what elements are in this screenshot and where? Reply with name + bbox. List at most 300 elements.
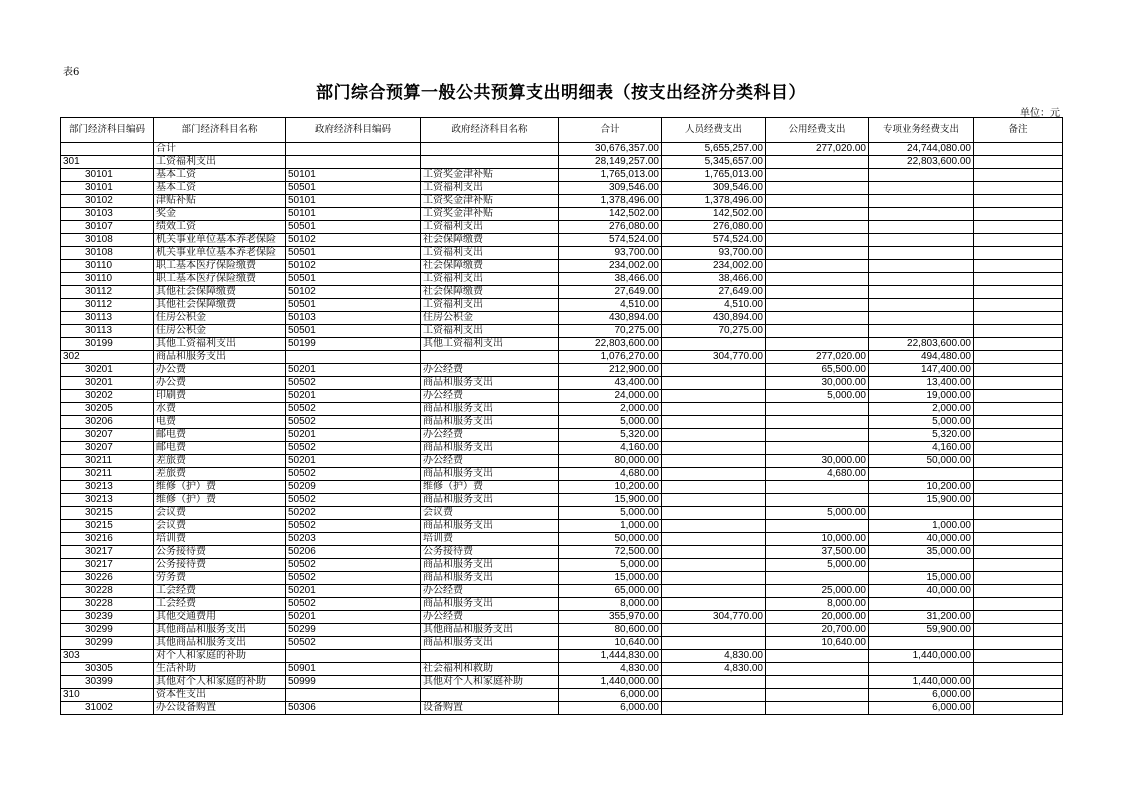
personnel-cell: 276,080.00	[662, 221, 766, 234]
dept-name-cell: 其他交通费用	[154, 611, 286, 624]
dept-name-cell: 邮电费	[154, 429, 286, 442]
personnel-cell	[662, 338, 766, 351]
table-row	[61, 481, 1063, 494]
gov-name-cell: 商品和服务支出	[421, 416, 559, 429]
dept-name-cell: 对个人和家庭的补助	[154, 650, 286, 663]
personnel-cell: 4,830.00	[662, 650, 766, 663]
personnel-cell: 38,466.00	[662, 273, 766, 286]
table-body	[61, 143, 1063, 715]
special-cell: 59,900.00	[869, 624, 974, 637]
remark-cell	[974, 260, 1063, 273]
special-cell: 13,400.00	[869, 377, 974, 390]
special-cell	[869, 299, 974, 312]
gov-code-cell: 50201	[286, 429, 421, 442]
special-cell: 1,440,000.00	[869, 650, 974, 663]
gov-name-cell: 办公经费	[421, 585, 559, 598]
dept-code-cell: 30110	[61, 273, 154, 286]
dept-name-cell: 电费	[154, 416, 286, 429]
total-cell: 142,502.00	[559, 208, 662, 221]
header-public: 公用经费支出	[766, 118, 869, 143]
gov-name-cell: 维修（护）费	[421, 481, 559, 494]
gov-name-cell: 工资福利支出	[421, 247, 559, 260]
table-row	[61, 390, 1063, 403]
table-row	[61, 169, 1063, 182]
special-cell	[869, 273, 974, 286]
table-row	[61, 325, 1063, 338]
gov-name-cell: 培训费	[421, 533, 559, 546]
special-cell: 19,000.00	[869, 390, 974, 403]
special-cell: 5,000.00	[869, 416, 974, 429]
special-cell: 1,440,000.00	[869, 676, 974, 689]
special-cell	[869, 221, 974, 234]
remark-cell	[974, 377, 1063, 390]
table-row	[61, 195, 1063, 208]
dept-code-cell: 30228	[61, 585, 154, 598]
gov-code-cell: 50502	[286, 442, 421, 455]
remark-cell	[974, 481, 1063, 494]
table-row	[61, 299, 1063, 312]
dept-name-cell: 基本工资	[154, 169, 286, 182]
gov-code-cell: 50201	[286, 585, 421, 598]
table-row	[61, 689, 1063, 702]
gov-name-cell: 商品和服务支出	[421, 637, 559, 650]
public-cell	[766, 676, 869, 689]
gov-name-cell: 工资福利支出	[421, 299, 559, 312]
gov-code-cell: 50502	[286, 520, 421, 533]
dept-code-cell: 30113	[61, 325, 154, 338]
public-cell	[766, 195, 869, 208]
table-row	[61, 455, 1063, 468]
public-cell: 5,000.00	[766, 507, 869, 520]
gov-name-cell: 商品和服务支出	[421, 598, 559, 611]
personnel-cell	[662, 468, 766, 481]
total-cell: 80,600.00	[559, 624, 662, 637]
gov-code-cell: 50101	[286, 169, 421, 182]
dept-code-cell: 30112	[61, 299, 154, 312]
remark-cell	[974, 156, 1063, 169]
table-row	[61, 598, 1063, 611]
gov-name-cell: 工资奖金津补贴	[421, 169, 559, 182]
gov-name-cell: 办公经费	[421, 455, 559, 468]
personnel-cell: 430,894.00	[662, 312, 766, 325]
public-cell	[766, 208, 869, 221]
personnel-cell: 304,770.00	[662, 611, 766, 624]
dept-name-cell: 工会经费	[154, 598, 286, 611]
public-cell	[766, 338, 869, 351]
total-cell: 4,830.00	[559, 663, 662, 676]
remark-cell	[974, 195, 1063, 208]
remark-cell	[974, 637, 1063, 650]
gov-code-cell: 50502	[286, 416, 421, 429]
remark-cell	[974, 273, 1063, 286]
special-cell: 35,000.00	[869, 546, 974, 559]
dept-code-cell: 30211	[61, 455, 154, 468]
total-cell: 10,200.00	[559, 481, 662, 494]
public-cell	[766, 273, 869, 286]
personnel-cell	[662, 572, 766, 585]
gov-name-cell: 其他对个人和家庭补助	[421, 676, 559, 689]
personnel-cell	[662, 598, 766, 611]
remark-cell	[974, 663, 1063, 676]
dept-name-cell: 办公费	[154, 364, 286, 377]
table-row	[61, 273, 1063, 286]
gov-name-cell: 工资福利支出	[421, 182, 559, 195]
gov-code-cell	[286, 156, 421, 169]
special-cell: 6,000.00	[869, 689, 974, 702]
dept-name-cell: 基本工资	[154, 182, 286, 195]
gov-code-cell: 50201	[286, 455, 421, 468]
personnel-cell	[662, 624, 766, 637]
total-cell: 50,000.00	[559, 533, 662, 546]
total-cell: 28,149,257.00	[559, 156, 662, 169]
total-cell: 38,466.00	[559, 273, 662, 286]
gov-code-cell	[286, 689, 421, 702]
dept-code-cell: 30102	[61, 195, 154, 208]
special-cell: 494,480.00	[869, 351, 974, 364]
gov-name-cell: 商品和服务支出	[421, 468, 559, 481]
dept-code-cell: 30207	[61, 429, 154, 442]
public-cell: 8,000.00	[766, 598, 869, 611]
remark-cell	[974, 312, 1063, 325]
dept-code-cell: 30110	[61, 260, 154, 273]
dept-name-cell: 维修（护）费	[154, 494, 286, 507]
remark-cell	[974, 169, 1063, 182]
personnel-cell: 574,524.00	[662, 234, 766, 247]
gov-code-cell: 50203	[286, 533, 421, 546]
gov-code-cell	[286, 351, 421, 364]
remark-cell	[974, 442, 1063, 455]
total-cell: 234,002.00	[559, 260, 662, 273]
personnel-cell: 5,345,657.00	[662, 156, 766, 169]
gov-code-cell: 50201	[286, 390, 421, 403]
dept-name-cell: 其他社会保障缴费	[154, 286, 286, 299]
total-cell: 22,803,600.00	[559, 338, 662, 351]
public-cell: 10,000.00	[766, 533, 869, 546]
dept-code-cell: 30201	[61, 377, 154, 390]
special-cell	[869, 663, 974, 676]
table-row	[61, 403, 1063, 416]
public-cell: 10,640.00	[766, 637, 869, 650]
table-row	[61, 494, 1063, 507]
dept-name-cell: 办公费	[154, 377, 286, 390]
special-cell	[869, 195, 974, 208]
dept-code-cell: 30217	[61, 546, 154, 559]
gov-code-cell: 50101	[286, 195, 421, 208]
table-row	[61, 377, 1063, 390]
header-gov-code: 政府经济科目编码	[286, 118, 421, 143]
table-row	[61, 546, 1063, 559]
table-row	[61, 572, 1063, 585]
gov-code-cell: 50102	[286, 234, 421, 247]
gov-name-cell: 商品和服务支出	[421, 377, 559, 390]
special-cell: 22,803,600.00	[869, 338, 974, 351]
dept-name-cell: 会议费	[154, 507, 286, 520]
remark-cell	[974, 702, 1063, 715]
public-cell	[766, 299, 869, 312]
header-row	[61, 118, 1063, 143]
special-cell: 50,000.00	[869, 455, 974, 468]
table-row	[61, 702, 1063, 715]
personnel-cell	[662, 585, 766, 598]
personnel-cell	[662, 559, 766, 572]
personnel-cell: 27,649.00	[662, 286, 766, 299]
dept-code-cell: 30113	[61, 312, 154, 325]
gov-code-cell: 50501	[286, 182, 421, 195]
remark-cell	[974, 585, 1063, 598]
personnel-cell	[662, 520, 766, 533]
gov-name-cell	[421, 650, 559, 663]
dept-code-cell: 30226	[61, 572, 154, 585]
public-cell: 25,000.00	[766, 585, 869, 598]
dept-name-cell: 商品和服务支出	[154, 351, 286, 364]
personnel-cell	[662, 403, 766, 416]
total-cell: 4,510.00	[559, 299, 662, 312]
personnel-cell	[662, 390, 766, 403]
gov-name-cell: 办公经费	[421, 611, 559, 624]
gov-code-cell: 50502	[286, 598, 421, 611]
total-cell: 30,676,357.00	[559, 143, 662, 156]
dept-code-cell: 30305	[61, 663, 154, 676]
dept-name-cell: 其他商品和服务支出	[154, 637, 286, 650]
gov-name-cell: 工资福利支出	[421, 273, 559, 286]
personnel-cell: 70,275.00	[662, 325, 766, 338]
gov-code-cell: 50502	[286, 494, 421, 507]
dept-code-cell: 30101	[61, 182, 154, 195]
table-row	[61, 468, 1063, 481]
public-cell	[766, 416, 869, 429]
public-cell	[766, 481, 869, 494]
public-cell	[766, 442, 869, 455]
personnel-cell	[662, 702, 766, 715]
total-cell: 65,000.00	[559, 585, 662, 598]
table-row	[61, 364, 1063, 377]
remark-cell	[974, 598, 1063, 611]
table-row	[61, 533, 1063, 546]
dept-name-cell: 会议费	[154, 520, 286, 533]
public-cell: 20,000.00	[766, 611, 869, 624]
personnel-cell	[662, 364, 766, 377]
table-row	[61, 429, 1063, 442]
public-cell: 20,700.00	[766, 624, 869, 637]
dept-name-cell: 劳务费	[154, 572, 286, 585]
dept-name-cell: 工会经费	[154, 585, 286, 598]
gov-code-cell: 50501	[286, 273, 421, 286]
personnel-cell	[662, 676, 766, 689]
dept-name-cell: 邮电费	[154, 442, 286, 455]
dept-code-cell: 30228	[61, 598, 154, 611]
personnel-cell: 1,765,013.00	[662, 169, 766, 182]
special-cell	[869, 234, 974, 247]
dept-name-cell: 公务接待费	[154, 546, 286, 559]
dept-code-cell: 31002	[61, 702, 154, 715]
total-cell: 4,160.00	[559, 442, 662, 455]
dept-code-cell: 30211	[61, 468, 154, 481]
remark-cell	[974, 624, 1063, 637]
special-cell: 5,320.00	[869, 429, 974, 442]
gov-name-cell	[421, 351, 559, 364]
unit-label: 单位：元	[1020, 108, 1060, 119]
dept-name-cell: 合计	[154, 143, 286, 156]
personnel-cell	[662, 494, 766, 507]
personnel-cell	[662, 455, 766, 468]
gov-code-cell: 50502	[286, 559, 421, 572]
personnel-cell	[662, 533, 766, 546]
table-row	[61, 676, 1063, 689]
gov-name-cell: 社会保障缴费	[421, 286, 559, 299]
remark-cell	[974, 325, 1063, 338]
remark-cell	[974, 416, 1063, 429]
gov-code-cell: 50101	[286, 208, 421, 221]
total-cell: 5,000.00	[559, 507, 662, 520]
dept-name-cell: 工资福利支出	[154, 156, 286, 169]
gov-name-cell: 社会福利和救助	[421, 663, 559, 676]
dept-name-cell: 其他商品和服务支出	[154, 624, 286, 637]
personnel-cell	[662, 442, 766, 455]
gov-name-cell	[421, 143, 559, 156]
gov-code-cell: 50201	[286, 364, 421, 377]
remark-cell	[974, 650, 1063, 663]
total-cell: 4,680.00	[559, 468, 662, 481]
special-cell	[869, 260, 974, 273]
remark-cell	[974, 572, 1063, 585]
total-cell: 1,765,013.00	[559, 169, 662, 182]
dept-name-cell: 津贴补贴	[154, 195, 286, 208]
dept-code-cell: 30299	[61, 637, 154, 650]
personnel-cell	[662, 429, 766, 442]
table-row	[61, 143, 1063, 156]
special-cell	[869, 637, 974, 650]
table-row	[61, 338, 1063, 351]
special-cell: 2,000.00	[869, 403, 974, 416]
public-cell	[766, 429, 869, 442]
gov-code-cell: 50102	[286, 260, 421, 273]
dept-name-cell: 住房公积金	[154, 325, 286, 338]
public-cell	[766, 702, 869, 715]
dept-code-cell: 30215	[61, 520, 154, 533]
table-row	[61, 247, 1063, 260]
header-remark: 备注	[974, 118, 1063, 143]
gov-name-cell: 办公经费	[421, 429, 559, 442]
dept-code-cell: 30206	[61, 416, 154, 429]
table-row	[61, 312, 1063, 325]
dept-name-cell: 绩效工资	[154, 221, 286, 234]
total-cell: 10,640.00	[559, 637, 662, 650]
gov-code-cell: 50501	[286, 325, 421, 338]
table-row	[61, 559, 1063, 572]
dept-code-cell: 30107	[61, 221, 154, 234]
public-cell: 30,000.00	[766, 455, 869, 468]
total-cell: 80,000.00	[559, 455, 662, 468]
gov-code-cell: 50501	[286, 221, 421, 234]
total-cell: 1,444,830.00	[559, 650, 662, 663]
dept-name-cell: 差旅费	[154, 455, 286, 468]
page-title: 部门综合预算一般公共预算支出明细表（按支出经济分类科目）	[316, 83, 806, 103]
dept-code-cell: 30108	[61, 234, 154, 247]
gov-name-cell: 商品和服务支出	[421, 494, 559, 507]
total-cell: 574,524.00	[559, 234, 662, 247]
header-gov-name: 政府经济科目名称	[421, 118, 559, 143]
gov-name-cell: 工资福利支出	[421, 325, 559, 338]
gov-name-cell: 社会保障缴费	[421, 234, 559, 247]
table-row	[61, 351, 1063, 364]
personnel-cell: 93,700.00	[662, 247, 766, 260]
gov-name-cell: 会议费	[421, 507, 559, 520]
personnel-cell	[662, 377, 766, 390]
total-cell: 276,080.00	[559, 221, 662, 234]
public-cell	[766, 572, 869, 585]
dept-code-cell: 30103	[61, 208, 154, 221]
gov-name-cell	[421, 156, 559, 169]
gov-name-cell: 住房公积金	[421, 312, 559, 325]
gov-code-cell: 50502	[286, 637, 421, 650]
public-cell: 65,500.00	[766, 364, 869, 377]
gov-code-cell: 50206	[286, 546, 421, 559]
dept-name-cell: 水费	[154, 403, 286, 416]
total-cell: 1,378,496.00	[559, 195, 662, 208]
remark-cell	[974, 338, 1063, 351]
total-cell: 70,275.00	[559, 325, 662, 338]
expenditure-table	[60, 117, 1063, 715]
total-cell: 430,894.00	[559, 312, 662, 325]
dept-name-cell: 生活补助	[154, 663, 286, 676]
dept-code-cell: 30207	[61, 442, 154, 455]
special-cell	[869, 598, 974, 611]
personnel-cell: 234,002.00	[662, 260, 766, 273]
remark-cell	[974, 247, 1063, 260]
remark-cell	[974, 533, 1063, 546]
remark-cell	[974, 143, 1063, 156]
special-cell: 15,000.00	[869, 572, 974, 585]
total-cell: 1,076,270.00	[559, 351, 662, 364]
dept-code-cell: 30213	[61, 481, 154, 494]
remark-cell	[974, 494, 1063, 507]
personnel-cell: 5,655,257.00	[662, 143, 766, 156]
remark-cell	[974, 429, 1063, 442]
remark-cell	[974, 234, 1063, 247]
public-cell	[766, 169, 869, 182]
gov-name-cell: 商品和服务支出	[421, 520, 559, 533]
gov-name-cell: 商品和服务支出	[421, 559, 559, 572]
dept-code-cell: 30216	[61, 533, 154, 546]
gov-name-cell: 其他商品和服务支出	[421, 624, 559, 637]
dept-name-cell: 办公设备购置	[154, 702, 286, 715]
personnel-cell: 4,510.00	[662, 299, 766, 312]
gov-code-cell: 50103	[286, 312, 421, 325]
table-row	[61, 234, 1063, 247]
gov-name-cell: 工资福利支出	[421, 221, 559, 234]
dept-code-cell: 30299	[61, 624, 154, 637]
personnel-cell: 304,770.00	[662, 351, 766, 364]
public-cell: 277,020.00	[766, 351, 869, 364]
gov-code-cell: 50201	[286, 611, 421, 624]
gov-name-cell: 公务接待费	[421, 546, 559, 559]
remark-cell	[974, 468, 1063, 481]
dept-name-cell: 差旅费	[154, 468, 286, 481]
public-cell	[766, 312, 869, 325]
personnel-cell: 142,502.00	[662, 208, 766, 221]
gov-code-cell: 50502	[286, 377, 421, 390]
gov-code-cell: 50299	[286, 624, 421, 637]
table-row	[61, 208, 1063, 221]
dept-code-cell: 310	[61, 689, 154, 702]
special-cell	[869, 507, 974, 520]
gov-code-cell: 50502	[286, 572, 421, 585]
dept-code-cell: 302	[61, 351, 154, 364]
dept-name-cell: 印刷费	[154, 390, 286, 403]
remark-cell	[974, 611, 1063, 624]
personnel-cell: 4,830.00	[662, 663, 766, 676]
gov-code-cell	[286, 143, 421, 156]
